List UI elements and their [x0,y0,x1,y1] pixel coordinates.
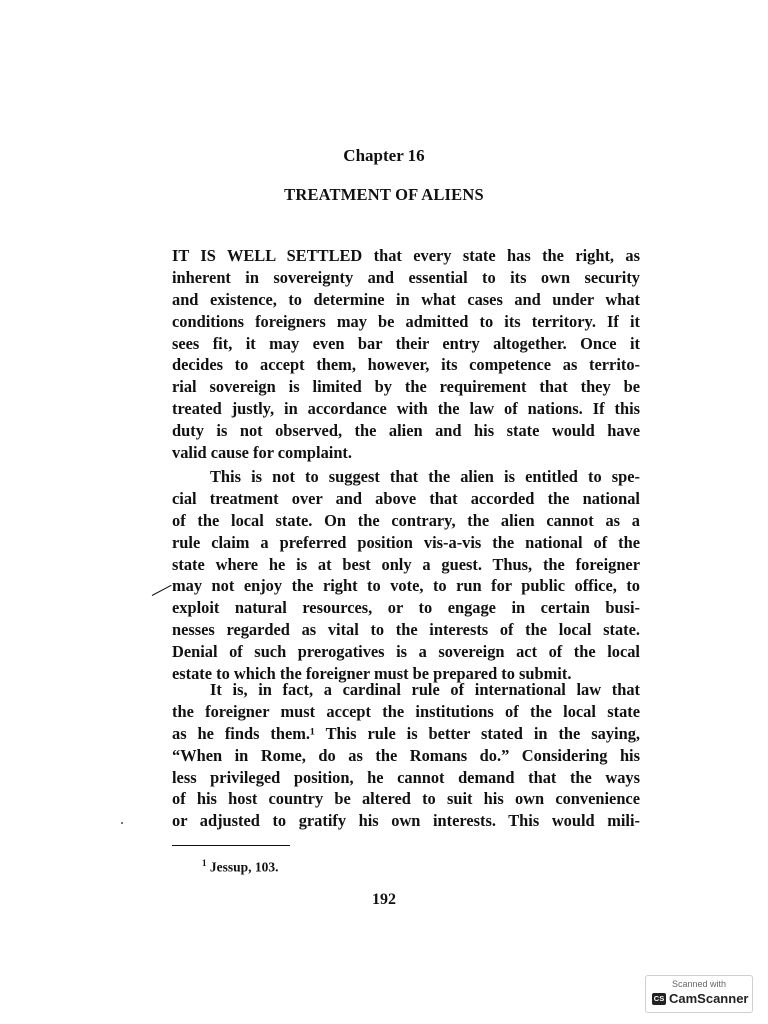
footnote [202,858,279,876]
text-line: It is, in fact, a cardinal rule of international law that [210,680,640,699]
watermark-brand: CamScanner [669,991,749,1006]
camscanner-watermark [645,975,753,1013]
text-line: Denial of such prerogatives is a sovereign act of the local [172,642,640,662]
text-line: duty is not observed, the alien and his state would have [172,421,640,441]
scan-speck [121,822,123,824]
text-line: may not enjoy the right to vote, to run for public office, to [172,576,640,596]
camscanner-logo-icon: CS [653,994,665,1003]
text-line: rule claim a preferred position vis-a-vis the national of the [172,532,640,552]
text-line: state where he is at best only a guest. Thus, the foreigner [172,554,640,574]
text-line: of the local state. On the contrary, the alien cannot as a [172,510,640,530]
text-line: cial treatment over and above that accorded the national [172,488,640,508]
footnote-marker: 1 [202,858,207,868]
text-line: inherent in sovereignty and essential to its own security [172,267,640,287]
text-line: estate to which the foreigner must be prepared to submit. [172,664,572,684]
text-line: decides to accept them, however, its competence as territo- [172,355,640,375]
footnote-text: Jessup, 103. [209,859,279,875]
paragraph-3 [172,679,640,832]
text-line: of his host country be altered to suit his own convenience [172,789,640,809]
watermark-top-text: Scanned with [671,979,727,989]
text-line: exploit natural resources, or to engage in certain busi- [172,598,640,618]
text-line: less privileged position, he cannot demand that the ways [172,767,640,787]
text-line: sees fit, it may even bar their entry altogether. Once it [172,333,640,353]
text-line: nesses regarded as vital to the interests of the local state. [172,620,640,640]
text-line: treated justly, in accordance with the law of nations. If this [172,399,640,419]
paragraph-1 [172,245,640,464]
text-line: or adjusted to gratify his own interests. This would mili- [172,811,640,831]
text-line: the foreigner must accept the institutions of the local state [172,701,640,721]
text-line: “When in Rome, do as the Romans do.” Considering his [172,745,640,765]
page-number: 192 [372,891,396,908]
text-line: IT IS WELL SETTLED that every state has the right, as [172,246,640,265]
pen-mark [152,585,172,596]
paragraph-2 [172,466,640,685]
text-line: valid cause for complaint. [172,443,352,463]
text-line: rial sovereign is limited by the requirement that they be [172,377,640,397]
chapter-title: TREATMENT OF ALIENS [284,185,484,204]
text-line: and existence, to determine in what cases and under what [172,289,640,309]
chapter-label: Chapter 16 [343,146,425,165]
text-line: This is not to suggest that the alien is entitled to spe- [210,467,640,486]
footnote-rule [172,845,290,846]
text-line: conditions foreigners may be admitted to its territory. If it [172,311,640,331]
text-line: as he finds them.¹ This rule is better stated in the saying, [172,723,640,743]
